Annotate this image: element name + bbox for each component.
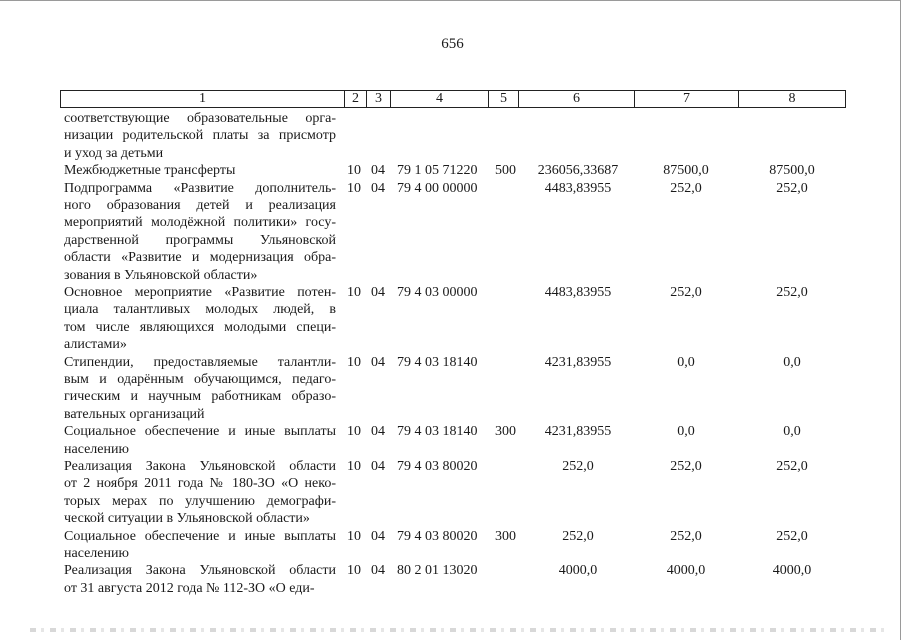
description-line: Социальное обеспечение и иные выплаты <box>64 424 336 440</box>
cell-c7: 4000,0 <box>666 563 706 579</box>
cell-c6: 4231,83955 <box>544 424 612 440</box>
cell-c3: 04 <box>371 354 385 370</box>
cell-c2: 10 <box>347 180 361 196</box>
cell-c4: 79 4 03 80020 <box>397 459 478 474</box>
cell-c3: 04 <box>371 163 385 179</box>
cell-c4: 79 4 03 00000 <box>397 285 478 300</box>
cell-c7: 252,0 <box>670 528 702 544</box>
cell-c2: 10 <box>347 424 361 440</box>
page-frame-top <box>0 0 901 1</box>
cell-c8: 252,0 <box>776 180 808 196</box>
cell-c3: 04 <box>371 180 385 196</box>
page-number: 656 <box>441 36 464 52</box>
row-description <box>64 528 336 563</box>
row-description <box>64 284 336 354</box>
row-description <box>64 162 336 179</box>
row-description <box>64 354 336 424</box>
cell-c3: 04 <box>371 563 385 579</box>
cell-c3: 04 <box>371 285 385 300</box>
row-description <box>64 180 336 284</box>
cell-c2: 10 <box>347 459 361 474</box>
description-line: том числе являющихся молодыми специ- <box>64 319 336 335</box>
scan-edge-noise <box>30 628 890 632</box>
header-cell-3: 3 <box>366 90 390 108</box>
cell-c3: 04 <box>371 528 385 544</box>
description-line: Реализация Закона Ульяновской области <box>64 563 336 579</box>
cell-c2: 10 <box>347 563 361 579</box>
description-line: Подпрограмма «Развитие дополнитель- <box>64 180 336 196</box>
cell-c8: 4000,0 <box>772 563 812 579</box>
cell-c8: 252,0 <box>776 285 808 300</box>
description-line: дарственной программы Ульяновской <box>64 232 336 248</box>
description-line: от 31 августа 2012 года № 112-ЗО «О еди- <box>64 580 315 596</box>
description-line: мероприятий молодёжной политики» госу- <box>64 215 336 231</box>
description-line: зования в Ульяновской области» <box>64 267 258 283</box>
description-line: алистами» <box>64 337 127 353</box>
description-line: Межбюджетные трансферты <box>64 163 236 179</box>
header-cell-2: 2 <box>344 90 366 108</box>
description-line: и уход за детьми <box>64 145 164 161</box>
cell-c2: 10 <box>347 354 361 370</box>
description-line: ного образования детей и реализация <box>64 198 336 213</box>
description-line: населению <box>64 441 129 457</box>
description-line: гическим и научным работникам образо- <box>64 389 336 405</box>
row-description <box>64 458 336 528</box>
description-line: Стипендии, предоставляемые талантли- <box>64 354 336 370</box>
cell-c8: 0,0 <box>783 354 801 370</box>
row-description <box>64 110 336 162</box>
cell-c6: 4483,83955 <box>544 180 612 196</box>
header-cell-1: 1 <box>60 90 344 108</box>
cell-c5: 300 <box>495 424 516 440</box>
cell-c7: 252,0 <box>670 459 702 474</box>
cell-c6: 252,0 <box>562 528 594 544</box>
description-line: Основное мероприятие «Развитие потен- <box>64 285 336 300</box>
description-line: ческой ситуации в Ульяновской области» <box>64 511 310 527</box>
header-cell-7: 7 <box>634 90 738 108</box>
cell-c2: 10 <box>347 285 361 300</box>
description-line: вательных организаций <box>64 406 205 422</box>
cell-c6: 252,0 <box>562 459 594 474</box>
cell-c8: 252,0 <box>776 528 808 544</box>
cell-c8: 87500,0 <box>769 163 815 179</box>
cell-c4: 79 1 05 71220 <box>397 163 478 179</box>
header-cell-6: 6 <box>518 90 634 108</box>
description-line: торых мерах по улучшению демографи- <box>64 493 336 509</box>
cell-c4: 79 4 03 18140 <box>397 354 478 370</box>
description-line: низации родительской платы за присмотр <box>64 128 336 144</box>
description-line: соответствующие образовательные орга- <box>64 111 336 126</box>
cell-c7: 0,0 <box>677 424 695 440</box>
cell-c7: 252,0 <box>670 285 702 300</box>
cell-c6: 4000,0 <box>558 563 598 579</box>
page-frame-right <box>900 0 901 640</box>
description-line: циала талантливых молодых людей, в <box>64 302 336 318</box>
description-line: области «Развитие и модернизация обра- <box>64 250 336 266</box>
cell-c8: 252,0 <box>776 459 808 474</box>
header-cell-8: 8 <box>738 90 846 108</box>
cell-c6: 236056,33687 <box>537 163 619 179</box>
description-line: Реализация Закона Ульяновской области <box>64 459 336 474</box>
cell-c2: 10 <box>347 163 361 179</box>
description-line: Социальное обеспечение и иные выплаты <box>64 528 336 544</box>
cell-c3: 04 <box>371 459 385 474</box>
cell-c5: 500 <box>495 163 516 179</box>
cell-c4: 80 2 01 13020 <box>397 563 478 579</box>
cell-c4: 79 4 03 18140 <box>397 424 478 440</box>
row-description <box>64 562 336 597</box>
description-line: вым и одарённым обучающимся, педаго- <box>64 372 336 387</box>
cell-c6: 4231,83955 <box>544 354 612 370</box>
cell-c6: 4483,83955 <box>544 285 612 300</box>
cell-c3: 04 <box>371 424 385 440</box>
cell-c7: 252,0 <box>670 180 702 196</box>
cell-c7: 0,0 <box>677 354 695 370</box>
row-description <box>64 423 336 458</box>
cell-c8: 0,0 <box>783 424 801 440</box>
description-line: населению <box>64 546 129 561</box>
description-line: от 2 ноября 2011 года № 180-ЗО «О неко- <box>64 476 336 492</box>
cell-c5: 300 <box>495 528 516 544</box>
cell-c4: 79 4 03 80020 <box>397 528 478 544</box>
cell-c4: 79 4 00 00000 <box>397 180 478 196</box>
header-cell-5: 5 <box>488 90 518 108</box>
cell-c2: 10 <box>347 528 361 544</box>
header-cell-4: 4 <box>390 90 488 108</box>
cell-c7: 87500,0 <box>663 163 709 179</box>
